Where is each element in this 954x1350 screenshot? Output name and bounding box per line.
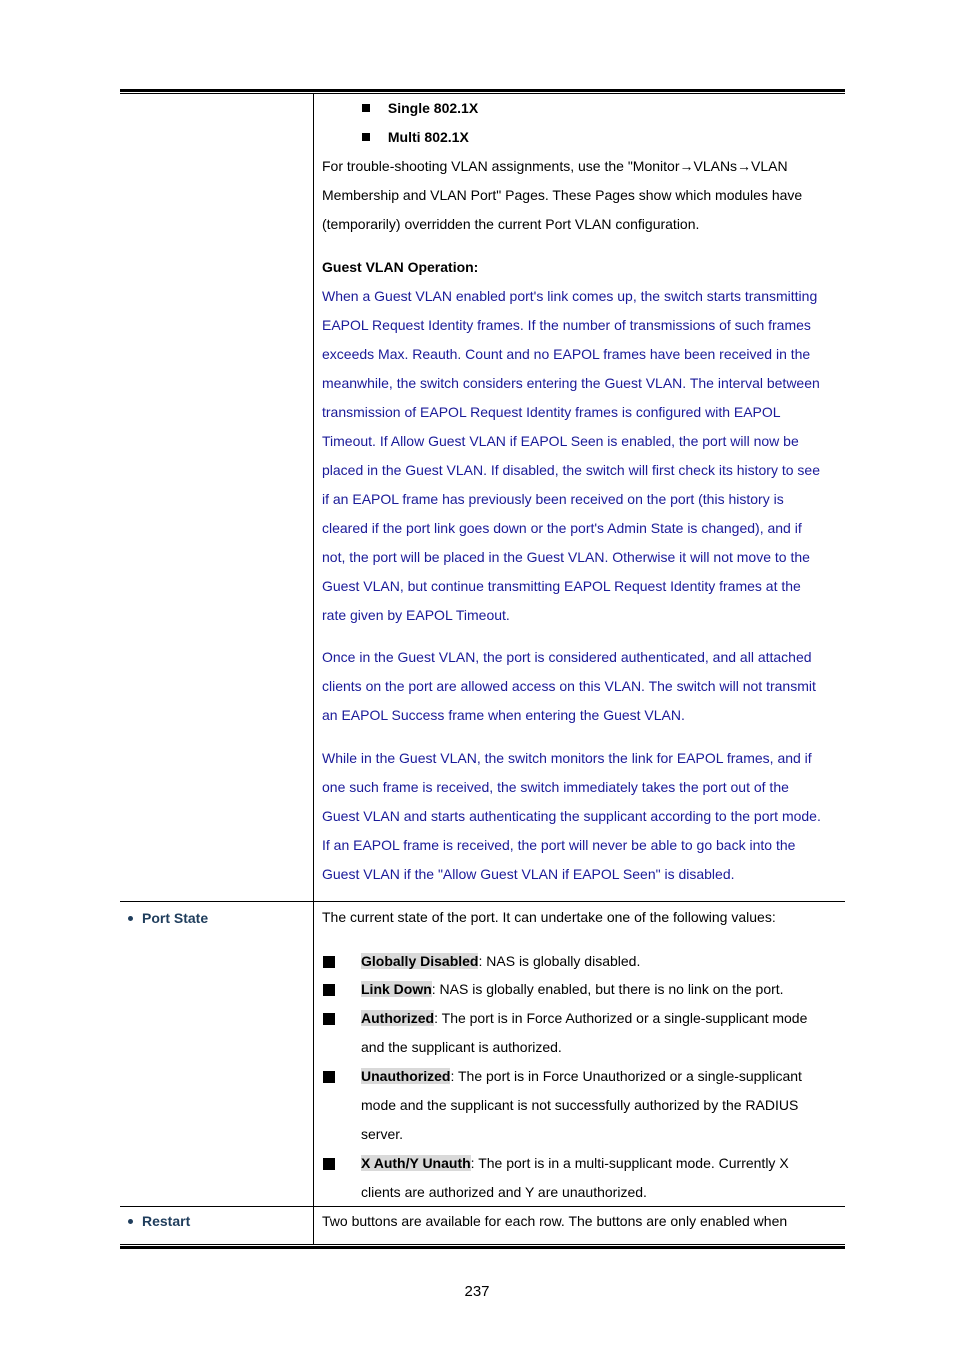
- square-bullet-icon: [323, 1071, 335, 1083]
- bullet-label: Multi 802.1X: [387, 129, 469, 145]
- value-text: clients are authorized and Y are unauthorized.: [361, 1184, 647, 1200]
- text-line: Membership and VLAN Port" Pages. These Pages show which modules have: [322, 187, 803, 203]
- port-state-value-unauthorized: [322, 1062, 842, 1149]
- square-bullet-icon: [362, 133, 370, 141]
- bullet-dot-icon: [128, 1219, 133, 1224]
- text-line: Guest VLAN if the "Allow Guest VLAN if EAPOL Seen" is disabled.: [322, 866, 735, 882]
- table-bottom-rule: [120, 1246, 845, 1249]
- bullet-label: Single 802.1X: [387, 100, 479, 116]
- param-label: Port State: [142, 910, 209, 926]
- param-label: Restart: [142, 1213, 191, 1229]
- text-line: if an EAPOL frame has previously been received on the port (this history is: [322, 491, 784, 507]
- table-bottom-inner-rule: [120, 1244, 845, 1245]
- text-line: When a Guest VLAN enabled port's link comes up, the switch starts transmitting: [322, 288, 818, 304]
- table-column-divider: [313, 93, 314, 1245]
- text-line: one such frame is received, the switch immediately takes the port out of the: [322, 779, 789, 795]
- value-text: server.: [361, 1126, 404, 1142]
- vlan-troubleshoot-paragraph: [322, 152, 842, 239]
- param-restart: [128, 1213, 190, 1229]
- value-term: X Auth/Y Unauth: [361, 1155, 471, 1171]
- value-text: mode and the supplicant is not successfully authorized by the RADIUS: [361, 1097, 799, 1113]
- param-port-state: [128, 910, 208, 926]
- text-line: rate given by EAPOL Timeout.: [322, 607, 510, 623]
- text-line: meanwhile, the switch considers entering the Guest VLAN. The interval between: [322, 375, 820, 391]
- text-line: cleared if the port link goes down or the port's Admin State is changed), and if: [322, 520, 802, 536]
- text-line: clients on the port are allowed access on this VLAN. The switch will not transmit: [322, 678, 816, 694]
- text-line: Guest VLAN, but continue transmitting EAPOL Request Identity frames at the: [322, 578, 801, 594]
- guest-vlan-paragraph-1: [322, 282, 842, 630]
- row-divider-port-state: [120, 901, 845, 902]
- text-line: Guest VLAN and starts authenticating the supplicant according to the port mode.: [322, 808, 821, 824]
- text-line: Timeout. If Allow Guest VLAN if EAPOL Seen is enabled, the port will now be: [322, 433, 799, 449]
- value-text: : The port is in a multi-supplicant mode. Currently X: [470, 1155, 789, 1171]
- value-text: : NAS is globally enabled, but there is no link on the port.: [431, 981, 784, 997]
- text-line: transmission of EAPOL Request Identity frames is configured with EAPOL: [322, 404, 781, 420]
- text-line: exceeds Max. Reauth. Count and no EAPOL frames have been received in the: [322, 346, 811, 362]
- bullet-dot-icon: [128, 916, 133, 921]
- value-term: Link Down: [361, 981, 432, 997]
- text-line: If an EAPOL frame is received, the port will never be able to go back into the: [322, 837, 796, 853]
- value-term: Globally Disabled: [361, 953, 479, 969]
- table-top-rule: [120, 89, 845, 92]
- text-line: not, the port will be placed in the Guest VLAN. Otherwise it will not move to the: [322, 549, 810, 565]
- text-line: EAPOL Request Identity frames. If the number of transmissions of such frames: [322, 317, 811, 333]
- value-text: and the supplicant is authorized.: [361, 1039, 562, 1055]
- text-line: For trouble-shooting VLAN assignments, use the "Monitor→VLANs→VLAN: [322, 158, 788, 174]
- square-bullet-icon: [323, 984, 335, 996]
- square-bullet-icon: [323, 1158, 335, 1170]
- text-line: an EAPOL Success frame when entering the Guest VLAN.: [322, 707, 685, 723]
- guest-vlan-heading: Guest VLAN Operation:: [322, 259, 479, 275]
- port-state-value-x-auth-y-unauth: [322, 1149, 842, 1207]
- top-bullet-2: [362, 123, 882, 152]
- value-text: : NAS is globally disabled.: [478, 953, 641, 969]
- page-number: 237: [464, 1283, 490, 1300]
- port-state-value-authorized: [322, 1004, 842, 1062]
- value-term: Unauthorized: [361, 1068, 451, 1084]
- restart-description: Two buttons are available for each row. The buttons are only enabled when: [322, 1213, 788, 1229]
- port-state-intro: The current state of the port. It can undertake one of the following values:: [322, 909, 776, 925]
- port-state-value-link-down: [322, 975, 842, 1004]
- text-line: (temporarily) overridden the current Port VLAN configuration.: [322, 216, 700, 232]
- square-bullet-icon: [362, 104, 370, 112]
- guest-vlan-paragraph-3: [322, 744, 842, 889]
- value-text: : The port is in Force Unauthorized or a single-supplicant: [450, 1068, 802, 1084]
- square-bullet-icon: [323, 1013, 335, 1025]
- value-text: : The port is in Force Authorized or a single-supplicant mode: [434, 1010, 808, 1026]
- top-bullet-1: [362, 94, 882, 123]
- text-line: Once in the Guest VLAN, the port is considered authenticated, and all attached: [322, 649, 812, 665]
- text-line: placed in the Guest VLAN. If disabled, the switch will first check its history to see: [322, 462, 820, 478]
- value-term: Authorized: [361, 1010, 435, 1026]
- guest-vlan-paragraph-2: [322, 643, 842, 730]
- square-bullet-icon: [323, 956, 335, 968]
- text-line: While in the Guest VLAN, the switch monitors the link for EAPOL frames, and if: [322, 750, 812, 766]
- port-state-value-globally-disabled: [322, 947, 842, 976]
